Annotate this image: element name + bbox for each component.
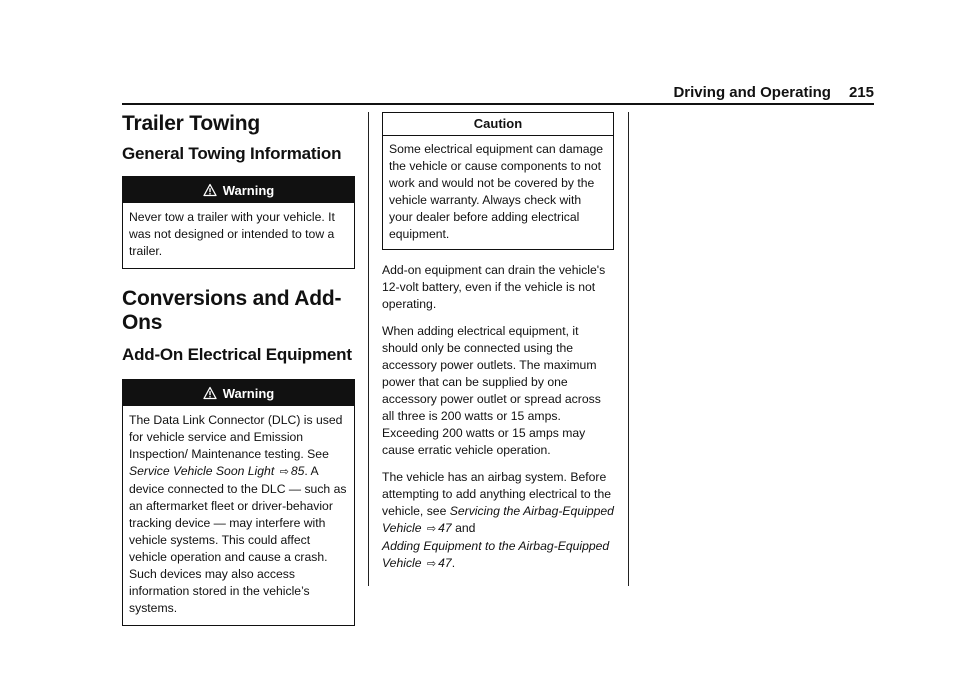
dlc-warning-text-a: The Data Link Connector (DLC) is used for vehicle service and Emission Inspection/ Maintenance testing. See: [129, 413, 343, 461]
towing-warning-label: Warning: [222, 182, 275, 198]
page-reference-arrow-icon: ⇨: [426, 558, 437, 570]
running-header: [122, 84, 874, 104]
towing-warning-text: Never tow a trailer with your vehicle. It was not designed or intended to tow a trailer.: [129, 210, 335, 258]
airbag-paragraph-and: and: [451, 521, 476, 535]
middle-column: [382, 112, 614, 573]
airbag-paragraph: [382, 469, 614, 573]
column-divider-right: [628, 112, 629, 586]
airbag-paragraph-text: The vehicle has an airbag system. Before attempting to add anything electrical to the vehicle, see: [382, 470, 611, 518]
header-rule: [122, 103, 874, 105]
warning-triangle-icon: [203, 183, 217, 197]
dlc-warning-text: [123, 406, 354, 625]
servicing-airbag-page: 47: [438, 521, 452, 535]
accessory-outlets-paragraph: When adding electrical equipment, it should only be connected using the accessory power outlets. The maximum power that can be supplied by one accessory power outlet or spread across all three is 200 watts or 15 amps. Exceeding 200 watts or 15 amps may cause erratic vehicle operation.: [382, 324, 601, 457]
general-towing-heading: General Towing Information: [122, 144, 342, 163]
service-vehicle-soon-light-ref: Service Vehicle Soon Light: [129, 464, 275, 478]
caution-text: Some electrical equipment can damage the vehicle or cause components to not work and would not be covered by the vehicle warranty. Always check with your dealer before adding electrical equipment.: [389, 142, 604, 241]
warning-triangle-icon: [203, 386, 217, 400]
dlc-warning-text-b: . A device connected to the DLC — such as an aftermarket fleet or driver-behavior tracking device — may interfere with vehicle systems. This could affect vehicle operation and cause a crash. Such devices may also access information stored in the vehicle’s systems.: [129, 464, 347, 615]
dlc-warning-label: Warning: [222, 385, 275, 401]
servicing-airbag-ref: Servicing the Airbag-Equipped Vehicle: [382, 504, 614, 535]
adding-equipment-airbag-link[interactable]: [382, 539, 609, 570]
trailer-towing-title: Trailer Towing: [122, 112, 260, 135]
dlc-warning-box: [122, 379, 355, 626]
adding-equipment-airbag-page: 47: [438, 556, 452, 570]
page-reference-arrow-icon: ⇨: [279, 466, 289, 478]
airbag-paragraph-end: .: [451, 556, 456, 570]
dlc-warning-header: [123, 380, 354, 406]
caution-box: [382, 112, 614, 250]
electrical-equipment-heading: Add-On Electrical Equipment: [122, 345, 352, 364]
service-light-page-ref: 85: [290, 464, 305, 478]
running-header-section: Driving and Operating: [673, 84, 831, 101]
service-vehicle-soon-light-link[interactable]: [129, 464, 304, 478]
page-number: 215: [848, 84, 874, 101]
towing-warning-header: [123, 177, 354, 203]
conversions-title: Conversions and Add-Ons: [122, 287, 342, 334]
page-reference-arrow-icon: ⇨: [426, 523, 437, 535]
adding-equipment-airbag-ref: Adding Equipment to the Airbag-Equipped Vehicle: [382, 539, 610, 570]
caution-label: Caution: [383, 113, 613, 136]
battery-drain-paragraph: Add-on equipment can drain the vehicle's 12-volt battery, even if the vehicle is not operating.: [382, 263, 606, 311]
towing-warning-box: [122, 176, 355, 269]
column-divider-left: [368, 112, 369, 586]
left-column: [122, 112, 355, 626]
